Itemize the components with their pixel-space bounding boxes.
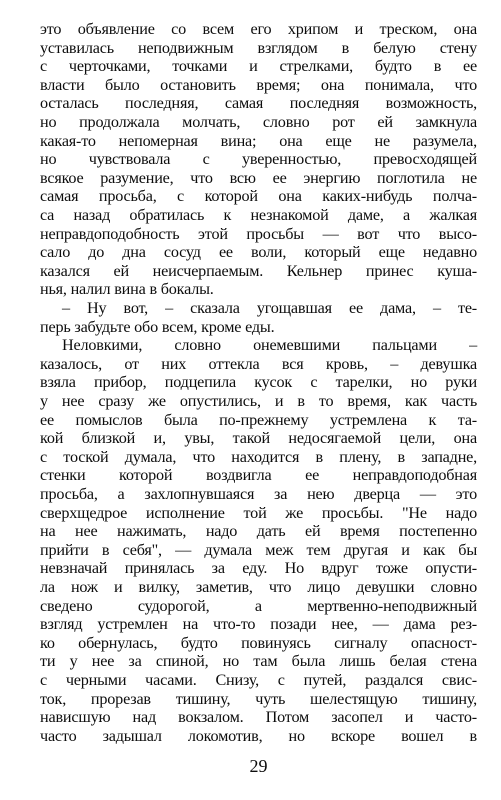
text-line: это объявление со всем его хрипом и треском, она <box>40 20 477 38</box>
text-line: неправдоподобность этой просьбы — вот что высо- <box>40 224 477 243</box>
book-page <box>40 20 477 790</box>
text-line: сведено судорогой, а мертвенно-неподвижный <box>40 596 477 615</box>
text-line: ток, прорезав тишину, чуть шелестящую тишину, <box>40 689 477 708</box>
text-line: часто задышал локомотив, но вскоре вошел в <box>40 726 477 745</box>
text-line: на нее нажимать, надо дать ей время постепенно <box>40 522 477 541</box>
text-line: сало до дна сосуд ее воли, который еще недавно <box>40 243 477 262</box>
text-line: – Ну вот, – сказала угощавшая ее дама, – те- <box>62 299 477 317</box>
text-line: нья, налил вина в бокалы. <box>40 280 214 299</box>
text-line: с черными часами. Снизу, с путей, раздался свис- <box>40 671 477 689</box>
page-number: 29 <box>249 756 268 776</box>
text-line: какая-то непомерная вина; она еще не разумела, <box>40 131 477 150</box>
text-line: всякое разумение, что всю ее энергию поглотила не <box>40 168 477 187</box>
text-line: Неловкими, словно онемевшими пальцами – <box>62 336 477 355</box>
text-line: казалось, от них оттекла вся кровь, – девушка <box>40 354 477 373</box>
text-line: с черточками, точками и стрелками, будто в ее <box>40 57 477 76</box>
text-line: ко обернулась, будто повинуясь сигналу опасност- <box>40 633 477 652</box>
text-line: но чувствовала с уверенностью, превосходящей <box>40 150 477 169</box>
text-line: сверхщедрое исполнение той же просьбы. "Не надо <box>40 503 477 522</box>
text-line: взяла прибор, подцепила кусок с тарелки, но руки <box>40 373 477 392</box>
text-line: невзначай принялась за еду. Но вдруг тоже опусти- <box>40 559 477 578</box>
text-line: уставилась неподвижным взглядом в белую стену <box>40 38 477 57</box>
text-line: ее помыслов была по-прежнему устремлена к та- <box>40 410 477 429</box>
text-line: но продолжала молчать, словно рот ей замкнула <box>40 113 477 131</box>
text-line: стенки которой воздвигла ее неправдоподобная <box>40 466 477 485</box>
text-line: перь забудьте обо всем, кроме еды. <box>40 317 275 336</box>
text-line: ти у нее за спиной, но там была лишь белая стена <box>40 652 477 671</box>
text-line: самая просьба, с которой она каких-нибудь полча- <box>40 187 477 206</box>
text-line: кой близкой и, увы, такой недосягаемой цели, она <box>40 429 477 448</box>
text-line: са назад обратилась к незнакомой даме, а жалкая <box>40 206 477 224</box>
text-line: осталась последняя, самая последняя возможность, <box>40 94 477 113</box>
text-line: ла нож и вилку, заметив, что лицо девушки словно <box>40 578 477 596</box>
text-line: у нее сразу же опустились, и в то время, как часть <box>40 392 477 410</box>
text-line: прийти в себя", — думала меж тем другая и как бы <box>40 540 477 559</box>
text-line: нависшую над вокзалом. Потом засопел и часто- <box>40 708 477 727</box>
text-line: казался ей неисчерпаемым. Кельнер принес куша- <box>40 261 477 280</box>
text-line: взгляд устремлен на что-то позади нее, — дама рез- <box>40 615 477 634</box>
text-line: власти было остановить время; она понимала, что <box>40 75 477 94</box>
text-line: просьба, а захлопнувшаяся за нею дверца — это <box>40 485 477 503</box>
text-line: с тоской думала, что находится в плену, в западне, <box>40 447 477 466</box>
